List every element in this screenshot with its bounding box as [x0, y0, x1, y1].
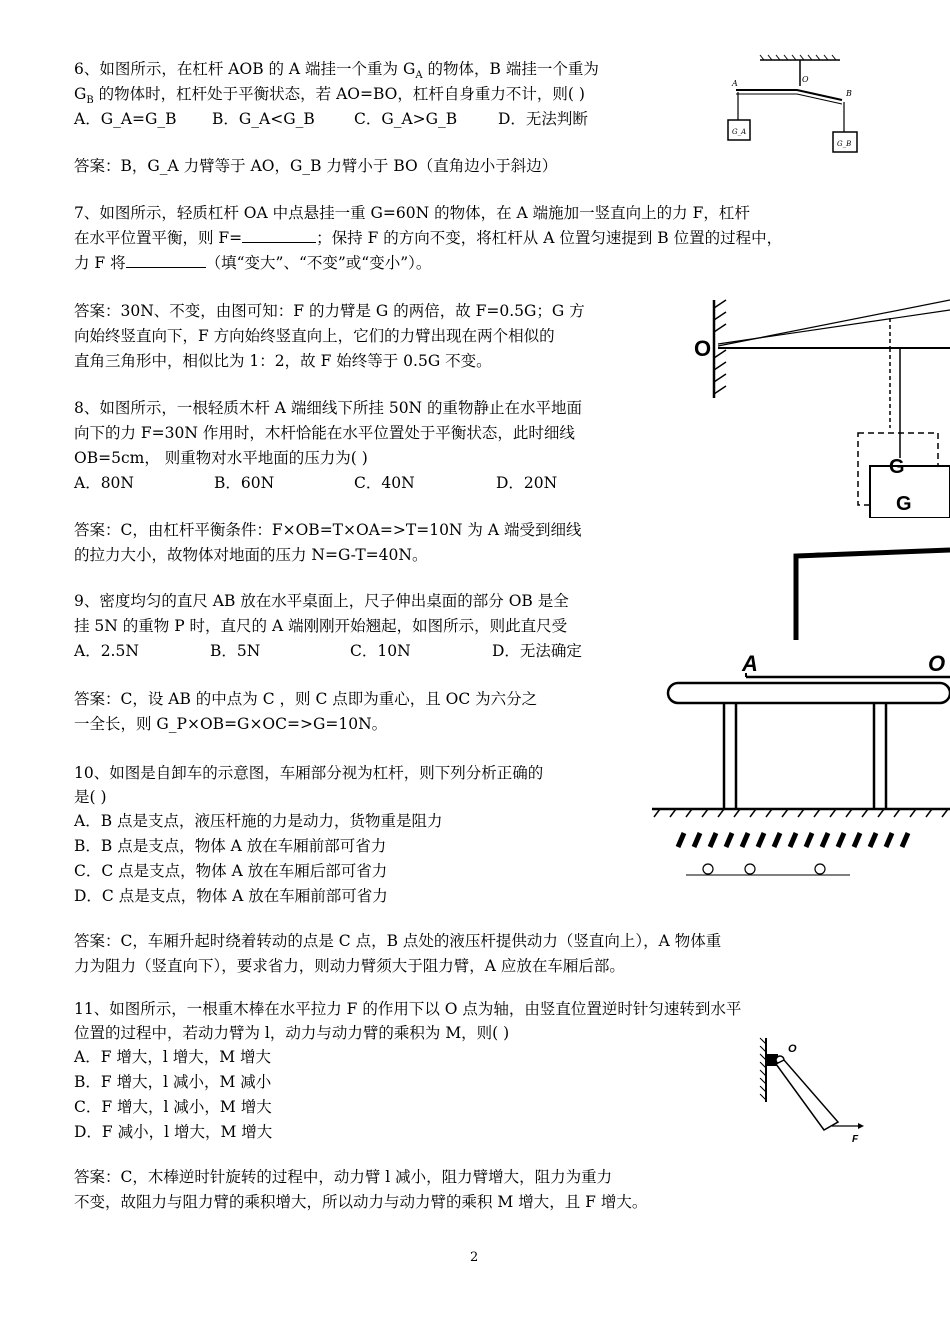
q9-option-a: A．2.5N	[74, 642, 139, 660]
q8-line2: 向下的力 F=30N 作用时，木杆恰能在水平位置处于平衡状态，此时细线	[74, 424, 575, 442]
q7-label-g-solid: G	[896, 493, 912, 515]
q10-option-d: D．C 点是支点，物体 A 放在车厢前部可省力	[74, 887, 388, 905]
q7-lever-figure	[686, 288, 950, 518]
q7-line2: 在水平位置平衡，则 F= ；保持 F 的方向不变，将杠杆从 A 位置匀速提到 B 位置的过程中，	[74, 229, 783, 247]
q9-label-o: O	[928, 651, 946, 676]
q6-label-ga: G_A	[732, 128, 747, 136]
q10-answer-2: 力为阻力（竖直向下），要求省力，则动力臂须大于阻力臂，A 应放在车厢后部。	[74, 957, 625, 975]
q11-option-a: A．F 增大，l 增大，M 增大	[74, 1048, 272, 1066]
q8-answer-2: 的拉力大小，故物体对地面的压力 N=G-T=40N。	[74, 546, 428, 564]
q6-label-b: B	[846, 89, 852, 98]
q6-option-b: B．G_A<G_B	[212, 110, 315, 128]
q7-answer-1: 答案：30N、不变，由图可知：F 的力臂是 G 的两倍，故 F=0.5G；G 方	[74, 302, 585, 320]
q8-rod-figure	[790, 540, 950, 650]
q9-line2: 挂 5N 的重物 P 时，直尺的 A 端刚刚开始翘起，如图所示，则此直尺受	[74, 617, 568, 635]
q11-option-b: B．F 增大，l 减小，M 减小	[74, 1073, 272, 1091]
q11-line1: 11、如图所示，一根重木棒在水平拉力 F 的作用下以 O 点为轴，由竖直位置逆时针匀速转到水平	[74, 1000, 742, 1018]
q9-option-d: D．无法确定	[492, 642, 582, 660]
page-number: 2	[470, 1250, 479, 1265]
q6-label-gb: G_B	[837, 140, 852, 148]
q8-option-b: B．60N	[214, 474, 275, 492]
q6-options	[74, 108, 588, 130]
q6-lever-figure	[722, 52, 872, 162]
q6-answer: 答案：B，G_A 力臂等于 AO，G_B 力臂小于 BO（直角边小于斜边）	[74, 157, 558, 175]
q7-blank-1[interactable]	[242, 228, 316, 243]
q6-line2: $G_B$ 的物体时，杠杆处于平衡状态，若 AO=BO，杠杆自身重力不计，则( )	[74, 85, 585, 107]
q11-option-d: D．F 减小，l 增大，M 增大	[74, 1123, 273, 1141]
q8-answer-1: 答案：C，由杠杆平衡条件：F×OB=T×OA=>T=10N 为 A 端受到细线	[74, 521, 582, 539]
q11-label-o: O	[788, 1043, 797, 1055]
q9-table-figure	[650, 645, 950, 885]
q6-option-a: A．G_A=G_B	[74, 110, 177, 128]
q6-line1: 6、如图所示，在杠杆 AOB 的 A 端挂一个重为 $G_A$ 的物体，B 端挂一个重为	[74, 60, 599, 82]
q7-line3: 力 F 将 （填“变大”、“不变”或“变小”）。	[74, 254, 432, 272]
q11-answer-1: 答案：C，木棒逆时针旋转的过程中，动力臂 l 减小，阻力臂增大，阻力为重力	[74, 1168, 613, 1186]
q10-line1: 10、如图是自卸车的示意图，车厢部分视为杠杆，则下列分析正确的	[74, 764, 544, 782]
q6-option-c: C．G_A>G_B	[354, 110, 458, 128]
q11-answer-2: 不变，故阻力与阻力臂的乘积增大，所以动力与动力臂的乘积 M 增大，且 F 增大。	[74, 1193, 648, 1211]
q7-label-o: O	[694, 336, 712, 361]
q6-label-o: O	[802, 75, 809, 84]
q8-line3: OB=5cm， 则重物对水平地面的压力为( )	[74, 449, 368, 467]
q9-option-c: C．10N	[350, 642, 411, 660]
q9-label-a: A	[742, 651, 758, 676]
q7-blank-2[interactable]	[126, 253, 206, 268]
q10-option-b: B．B 点是支点，物体 A 放在车厢前部可省力	[74, 837, 387, 855]
q8-option-c: C．40N	[354, 474, 415, 492]
q9-options	[74, 640, 582, 662]
q9-answer-1: 答案：C，设 AB 的中点为 C ，则 C 点即为重心，且 OC 为六分之	[74, 690, 538, 708]
q10-line2: 是( )	[74, 788, 107, 806]
q10-option-a: A．B 点是支点，液压杆施的力是动力，货物重是阻力	[74, 812, 443, 830]
q11-stick-figure	[752, 1030, 872, 1150]
q11-line2: 位置的过程中，若动力臂为 l，动力与动力臂的乘积为 M，则( )	[74, 1024, 510, 1042]
q9-line1: 9、密度均匀的直尺 AB 放在水平桌面上，尺子伸出桌面的部分 OB 是全	[74, 592, 569, 610]
q8-options	[74, 472, 557, 494]
q6-label-a: A	[732, 79, 738, 88]
q6-option-d: D．无法判断	[498, 110, 588, 128]
q7-line1: 7、如图所示，轻质杠杆 OA 中点悬挂一重 G=60N 的物体，在 A 端施加一竖直向上的力 F，杠杆	[74, 204, 750, 222]
q8-line1: 8、如图所示，一根轻质木杆 A 端细线下所挂 50N 的重物静止在水平地面	[74, 399, 583, 417]
q8-option-a: A．80N	[74, 474, 134, 492]
q7-answer-2: 向始终竖直向下，F 方向始终竖直向上，它们的力臂出现在两个相似的	[74, 327, 555, 345]
q10-answer-1: 答案：C，车厢升起时绕着转动的点是 C 点，B 点处的液压杆提供动力（竖直向上），A 物体重	[74, 932, 722, 950]
q10-option-c: C．C 点是支点，物体 A 放在车厢后部可省力	[74, 862, 388, 880]
q7-label-g-dashed: G	[889, 456, 905, 478]
q9-answer-2: 一全长，则 G_P×OB=G×OC=>G=10N。	[74, 715, 388, 733]
q8-option-d: D．20N	[496, 474, 558, 492]
q11-label-f: F	[852, 1134, 859, 1145]
q7-answer-3: 直角三角形中，相似比为 1：2，故 F 始终等于 0.5G 不变。	[74, 352, 492, 370]
q11-option-c: C．F 增大，l 减小，M 增大	[74, 1098, 272, 1116]
q9-option-b: B．5N	[210, 642, 261, 660]
